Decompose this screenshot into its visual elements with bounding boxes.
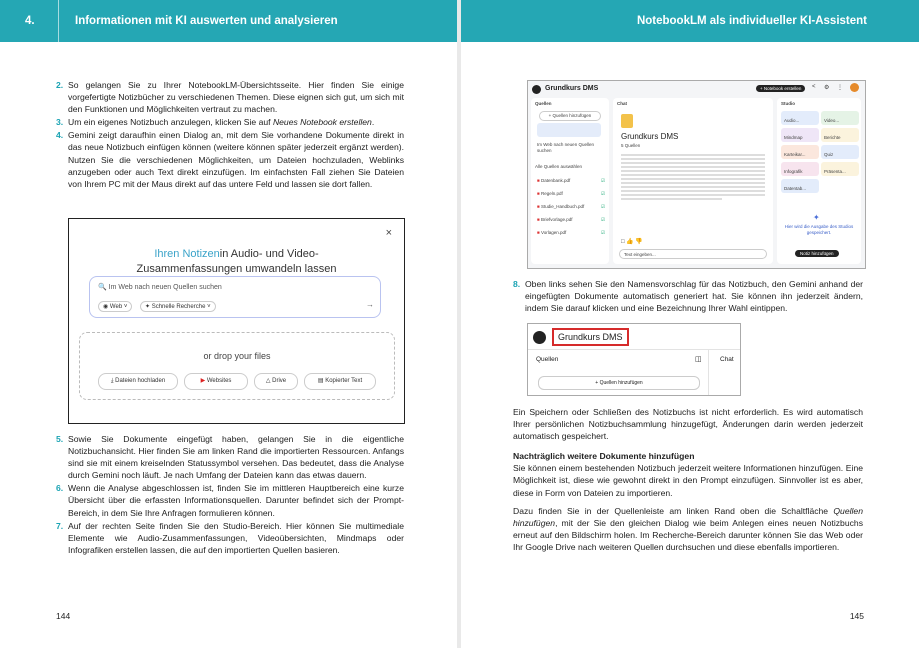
- paragraph-save: Ein Speichern oder Schließen des Notizbuchs ist nicht erforderlich. Es wird automatisch Ihrer persönlichen Notizbuchsammlung hinzugefügt, Änderungen darin werden jederzeit automatisch gespeichert.: [513, 407, 863, 442]
- item-text: Um ein eigenes Notizbuch anzulegen, klicken Sie auf: [68, 117, 273, 128]
- list-item: [56, 482, 404, 518]
- research-chip[interactable]: ✦ Schnelle Recherche ˅: [140, 301, 216, 312]
- left-list-bottom: [56, 433, 404, 557]
- checkbox-icon[interactable]: ☑: [600, 217, 605, 222]
- studio-label: Studio: [781, 101, 795, 106]
- page-number: 144: [56, 611, 71, 621]
- item-text-end: .: [371, 117, 375, 128]
- item-italic: Neues Notebook erstellen: [272, 117, 372, 128]
- list-item: [56, 129, 404, 189]
- app-logo-icon: [533, 331, 546, 344]
- pdf-icon: ■: [537, 230, 540, 235]
- chat-panel: [613, 98, 773, 264]
- list-item[interactable]: ■ Briefvorlage.pdf ☑: [537, 217, 605, 222]
- item-number: 6.: [56, 483, 64, 494]
- item-number: 8.: [513, 279, 521, 289]
- item-text: So gelangen Sie zu Ihrer NotebookLM-Übersichtsseite. Hier finden Sie einige vorgefertigte Notizbücher zu verschiedenen Themen. Diese eignen sich gut, um sich mit den Funktionen und Möglichkeiten vertraut zu machen.: [68, 80, 404, 115]
- list-item[interactable]: ■ Regeln.pdf ☑: [537, 191, 605, 196]
- chat-label: Chat: [720, 356, 734, 363]
- chat-label: Chat: [617, 101, 627, 106]
- panel-toggle-icon[interactable]: ◫: [695, 356, 702, 363]
- gear-icon[interactable]: ⚙: [824, 85, 830, 91]
- paragraph-sources: Dazu finden Sie in der Quellenleiste am linken Rand oben die Schaltfläche Quellen hinzufügen, mit der Sie den gleichen Dialog wie beim Anlegen eines neuen Notizbuchs erneut auf den Bildschirm holen. Im Recherche-Bereich darunter können Sie das Web oder Ihr Google Drive nach weiteren Quellen durchsuchen und diese ebenfalls importieren.: [513, 505, 863, 552]
- chat-input[interactable]: Text eingeben...: [619, 249, 767, 259]
- close-icon[interactable]: ×: [385, 227, 392, 239]
- notebook-emoji-icon: [621, 114, 633, 128]
- add-sources-button[interactable]: + Quellen hinzufügen: [539, 111, 601, 121]
- sources-label: Quellen: [535, 101, 552, 106]
- italic-term: Quellen hinzufügen: [513, 505, 863, 528]
- pdf-icon: ■: [537, 204, 540, 209]
- dialog-title-rest: in Audio- und Video-: [219, 248, 319, 260]
- divider: [708, 349, 709, 395]
- studio-hint: Hier wird die Ausgabe des Studios gespeichert.: [784, 224, 854, 235]
- item-text: Auf der rechten Seite finden Sie den Studio-Bereich. Hier können Sie multimediale Elemente wie Audio-Zusammenfassungen, Videoübersichten, Mindmaps oder Infografiken erstellen lassen, die auf den importierten Quellen basieren.: [68, 520, 404, 555]
- title-zoom-screenshot: [527, 323, 741, 396]
- studio-tile[interactable]: Quiz: [821, 145, 859, 159]
- chat-title: Grundkurs DMS: [621, 132, 679, 141]
- upload-files-button[interactable]: ⤓ Dateien hochladen: [98, 373, 178, 390]
- right-page: [461, 0, 919, 648]
- studio-tile[interactable]: Präsenta...: [821, 162, 859, 176]
- magic-wand-icon: ✦: [813, 213, 820, 222]
- right-list: [513, 278, 863, 315]
- share-icon[interactable]: <: [812, 84, 816, 90]
- studio-tile[interactable]: Mindmap: [781, 128, 819, 142]
- drop-text: or drop your files: [203, 351, 271, 361]
- chat-meta: 5 Quellen: [621, 143, 641, 148]
- chapter-title: Informationen mit KI auswerten und analysieren: [75, 15, 338, 27]
- avatar[interactable]: [850, 83, 859, 92]
- sources-list: [537, 178, 605, 243]
- item-number: 2.: [56, 80, 64, 90]
- list-item: [513, 278, 863, 314]
- item-number: 4.: [56, 130, 64, 141]
- section-heading: Nachträglich weitere Dokumente hinzufügen: [513, 451, 695, 462]
- header-divider: [58, 0, 59, 42]
- app-logo-icon: [532, 85, 541, 94]
- globe-icon: ◉: [103, 304, 109, 310]
- apps-icon[interactable]: ⋮: [837, 85, 843, 91]
- chapter-number: 4.: [25, 15, 35, 27]
- copied-text-button[interactable]: ▤ Kopierter Text: [304, 373, 376, 390]
- pdf-icon: ■: [537, 191, 540, 196]
- item-number: 7.: [56, 520, 64, 531]
- checkbox-icon[interactable]: ☑: [600, 230, 605, 235]
- submit-arrow-icon[interactable]: →: [366, 300, 374, 309]
- sparkle-icon: ✦: [145, 304, 151, 310]
- search-icon: 🔍: [98, 284, 107, 291]
- studio-panel: [777, 98, 861, 264]
- checkbox-icon[interactable]: ☑: [600, 178, 605, 183]
- drive-icon: △: [265, 378, 271, 384]
- clipboard-icon: ▤: [317, 378, 324, 384]
- info-box: [537, 123, 601, 137]
- add-note-button[interactable]: Notiz hinzufügen: [795, 250, 839, 257]
- add-sources-button[interactable]: + Quellen hinzufügen: [538, 376, 700, 390]
- right-text: [513, 406, 863, 559]
- checkbox-icon[interactable]: ☑: [600, 204, 605, 209]
- web-chip[interactable]: ◉ Web ˅: [98, 301, 132, 312]
- header-title: NotebookLM als individueller KI-Assistent: [636, 15, 867, 27]
- studio-tile[interactable]: Karteikar...: [781, 145, 819, 159]
- chat-summary-lines: [621, 152, 765, 202]
- list-item[interactable]: ■ Vorlagen.pdf ☑: [537, 230, 605, 235]
- paragraph-add: Sie können einem bestehenden Notizbuch jederzeit weitere Informationen hinzufügen. Eine Möglichkeit ist, diese wie gewohnt direkt in den Prompt einzufügen. Sinnvoller ist es aber, diese in Form von Dateien zu importieren.: [513, 463, 863, 498]
- feedback-icons[interactable]: □ 👍 👎: [621, 239, 643, 245]
- web-search-box[interactable]: [89, 276, 381, 318]
- sources-panel: [531, 98, 609, 264]
- item-number: 3.: [56, 117, 64, 128]
- list-item: [56, 520, 404, 556]
- drive-button[interactable]: △ Drive: [254, 373, 298, 390]
- list-item[interactable]: ■ Studie_Handbuch.pdf ☑: [537, 204, 605, 209]
- upload-dialog-screenshot: [68, 218, 405, 424]
- left-list-top: [56, 79, 404, 191]
- list-item: [56, 116, 404, 128]
- item-text: Sowie Sie Dokumente eingefügt haben, gelangen Sie in die eigentliche Notizbuchansicht. Hier finden Sie am linken Rand die importierten Ressourcen. Anfangs sind sie mit einem kreiselnden Statussymbol versehen. Das bedeutet, dass die Analyse durch Gemini noch läuft. Je nach Umfang der Dateien kann das etwas dauern.: [68, 434, 404, 481]
- item-text: Oben links sehen Sie den Namensvorschlag für das Notizbuch, den Gemini anhand der eingefügten Dokumente automatisch generiert hat. Sie können ihn jederzeit ändern, indem Sie darauf klicken und eine Bezeichnung Ihrer Wahl eintippen.: [525, 279, 863, 314]
- item-text: Wenn die Analyse abgeschlossen ist, finden Sie im mittleren Hauptbereich eine kurze Übersicht über die erfassten Informationsquellen. Darunter befindet sich der Prompt-Bereich, in dem Sie Ihre Anfragen formulieren können.: [68, 483, 404, 518]
- studio-tile[interactable]: Audio...: [781, 111, 819, 125]
- dialog-title-highlight: Ihren Notizen: [154, 248, 220, 260]
- list-item: [56, 79, 404, 115]
- select-all-label: Alle Quellen auswählen: [535, 164, 583, 169]
- studio-tile[interactable]: Datentab...: [781, 179, 819, 193]
- notebook-title-field[interactable]: Grundkurs DMS: [552, 328, 629, 346]
- studio-tile[interactable]: Video...: [821, 111, 859, 125]
- page-number: 145: [849, 611, 864, 621]
- pdf-icon: ■: [537, 217, 540, 222]
- left-page: [0, 0, 457, 648]
- pdf-icon: ■: [537, 178, 540, 183]
- dialog-title: [69, 247, 404, 277]
- websites-button[interactable]: ▶ Websites: [184, 373, 248, 390]
- studio-tile[interactable]: Infografik: [781, 162, 819, 176]
- file-drop-zone[interactable]: [79, 332, 395, 400]
- item-number: 5.: [56, 434, 64, 444]
- checkbox-icon[interactable]: ☑: [600, 191, 605, 196]
- create-notebook-button[interactable]: + Notebook erstellen: [756, 85, 805, 92]
- sources-label: Quellen: [536, 356, 559, 363]
- right-header: [461, 0, 919, 42]
- link-icon: ▶: [200, 378, 206, 384]
- dialog-title-line2: Zusammenfassungen umwandeln lassen: [136, 263, 337, 275]
- studio-tile[interactable]: Berichte: [821, 128, 859, 142]
- search-input[interactable]: 🔍 Im Web nach neuen Quellen suchen: [98, 284, 222, 291]
- notebook-screenshot: [527, 80, 866, 269]
- list-item[interactable]: ■ Datenbank.pdf ☑: [537, 178, 605, 183]
- left-header: [0, 0, 457, 42]
- item-text: Gemini zeigt daraufhin einen Dialog an, mit dem Sie vorhandene Dokumente direkt in das neue Notizbuch einfügen können (weitere können später jederzeit ergänzt werden). Nutzen Sie die verschiedenen Möglichkeiten, um Dateien hochzuladen, Weblinks anzugeben oder auch Text direkt einzufügen. Im einfachsten Fall ziehen Sie Dateien von Ihrem PC mit der Maus direkt auf das untere Feld und lassen sie dort fallen.: [68, 130, 404, 189]
- list-item: [56, 433, 404, 481]
- upload-icon: ⤓: [110, 378, 114, 384]
- search-web-field[interactable]: Im Web nach neuen Quellen suchen: [537, 142, 594, 153]
- notebook-title[interactable]: Grundkurs DMS: [545, 85, 599, 92]
